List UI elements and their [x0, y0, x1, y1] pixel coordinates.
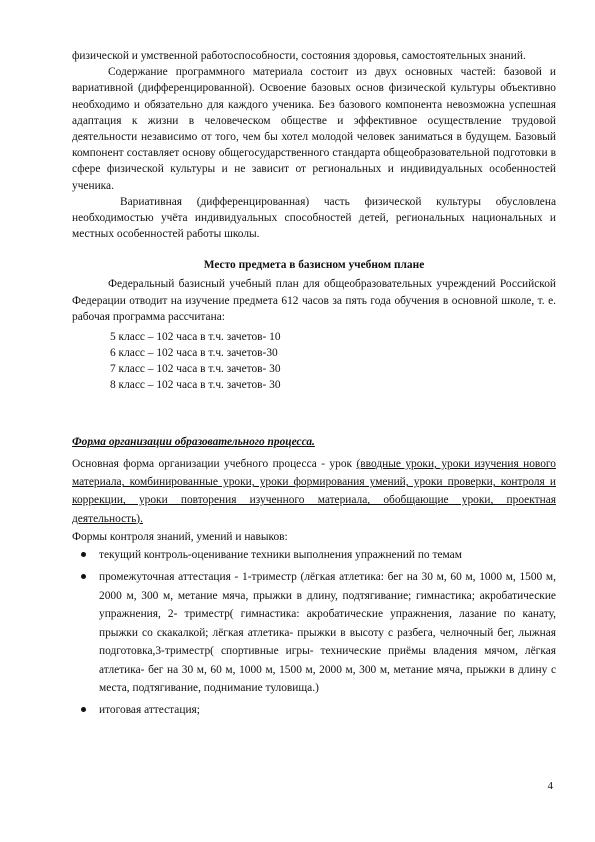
intro-paragraph-continuation: физической и умственной работоспособности, состояния здоровья, самостоятельных знаний. [72, 50, 526, 62]
control-heading: Формы контроля знаний, умений и навыков: [72, 530, 288, 543]
bullet-icon [81, 552, 86, 557]
variative-part-paragraph: Вариативная (дифференцированная) часть физической культуры обусловлена необходимостью учёта индивидуальных способностей детей, региональных национальных и местных особенностей работы школы. [72, 195, 556, 241]
content-structure-paragraph: Содержание программного материала состоит из двух основных частей: базовой и вариативной (дифференцированной). Освоение базовых основ физической культуры объективно необходимо и обязательно для каждого ученика. Без базового компонента невозможна успешная адаптация к жизни в человеческом обществе и эффективное осуществление трудовой деятельности независимо от того, чем бы хотел молодой человек заниматься в будущем. Базовый компонент составляет основу общегосударственного стандарта общеобразовательной подготовки в сфере физической культуры и не зависит от региональных и индивидуальных особенностей ученика. [72, 66, 556, 192]
plan-paragraph: Федеральный базисный учебный план для общеобразовательных учреждений Российской Федерации отводит на изучение предмета 612 часов за пять года обучения в основной школе, т. е. рабочая программа рассчитана: [72, 278, 556, 323]
control-form-item [72, 546, 556, 564]
page-number: 4 [547, 780, 553, 792]
form-lead-text: Основная форма организации учебного процесса - урок [72, 458, 357, 471]
form-organization-paragraph [72, 455, 556, 528]
bullet-icon [81, 574, 86, 579]
class-hours-list [110, 329, 556, 393]
control-form-text: промежуточная аттестация - 1-триместр (лёгкая атлетика: бег на 30 м, 60 м, 1000 м, 1500 м, 2000 м, 300 м, метание мяча, прыжки в длину, подтягивание; гимнастика; акробатические упражнения, 2- триместр( гимнастика: акробатические упражнения, лазание по канату, прыжки со скакалкой; лёгкая атлетика- прыжки в высоту с разбега, челночный бег, лыжная подготовка,3-триместр( спортивные игры- технические приёмы владения мячом, лёгкая атлетика- бег на 30 м, 60 м, 1000 м, 1500 м, 2000 м, 300 м, метание мяча, прыжки в длину с места, подтягивание, поднимание туловища.) [99, 571, 556, 694]
section-title: Место предмета в базисном учебном плане [203, 259, 425, 272]
control-form-item [72, 568, 556, 697]
control-form-text: итоговая аттестация; [99, 704, 200, 717]
lesson-types-text: (вводные уроки, уроки изучения нового материала, комбинированные уроки, уроки формирования умений, уроки проверки, контроля и коррекции, уроки повторения изученного материала, обобщающие уроки, проектная деятельность). [72, 458, 556, 525]
control-form-text: текущий контроль-оценивание техники выполнения упражнений по темам [99, 549, 462, 562]
class-hours-item: 8 класс – 102 часа в т.ч. зачетов- 30 [110, 379, 281, 392]
class-hours-item: 6 класс – 102 часа в т.ч. зачетов-30 [110, 347, 278, 360]
bullet-icon [81, 707, 86, 712]
control-form-item [72, 701, 556, 719]
class-hours-item: 5 класс – 102 часа в т.ч. зачетов- 10 [110, 331, 281, 344]
class-hours-item: 7 класс – 102 часа в т.ч. зачетов- 30 [110, 363, 281, 376]
control-forms-list [72, 546, 556, 720]
form-organization-heading: Форма организации образовательного процесса. [72, 436, 315, 449]
page-content [72, 48, 556, 724]
